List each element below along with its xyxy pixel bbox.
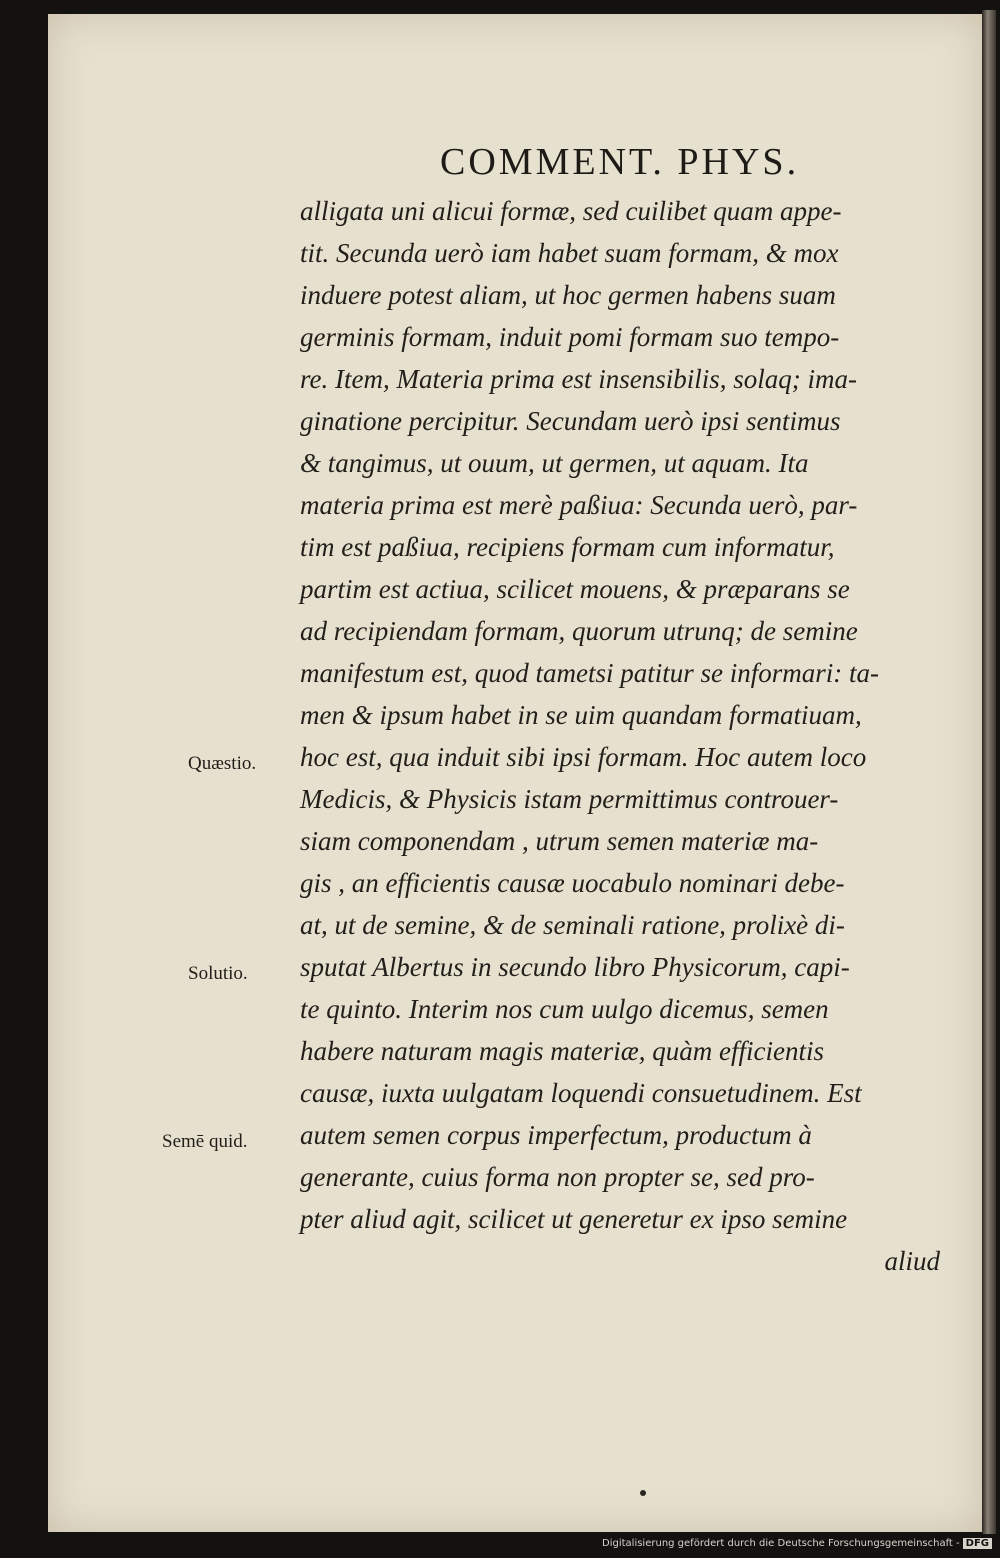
running-head: COMMENT. PHYS.	[440, 141, 800, 183]
text-line: siam componendam , utrum semen materiæ ma-	[300, 826, 819, 856]
text-line: & tangimus, ut ouum, ut germen, ut aquam. Ita	[300, 448, 809, 478]
digitization-credit	[602, 1538, 992, 1549]
text-line: induere potest aliam, ut hoc germen habens suam	[300, 280, 836, 310]
main-text	[300, 190, 960, 1282]
text-line: pter aliud agit, scilicet ut generetur ex ipso semine	[300, 1204, 848, 1234]
text-line: ginatione percipitur. Secundam uerò ipsi sentimus	[300, 406, 841, 436]
text-line: tim est paßiua, recipiens formam cum informatur,	[300, 532, 835, 562]
credit-text: Digitalisierung gefördert durch die Deutsche Forschungsgemeinschaft -	[602, 1538, 960, 1549]
ink-dot	[640, 1490, 646, 1496]
margin-note-semen-quid: Semē quid.	[162, 1131, 248, 1152]
text-line: ad recipiendam formam, quorum utrunq; de semine	[300, 616, 858, 646]
text-line: te quinto. Interim nos cum uulgo dicemus, semen	[300, 994, 829, 1024]
text-line: causæ, iuxta uulgatam loquendi consuetudinem. Est	[300, 1078, 862, 1108]
text-line: at, ut de semine, & de seminali ratione, prolixè di-	[300, 910, 845, 940]
text-line: sputat Albertus in secundo libro Physicorum, capi-	[300, 952, 850, 982]
text-line: habere naturam magis materiæ, quàm efficientis	[300, 1036, 824, 1066]
text-line: tit. Secunda uerò iam habet suam formam, & mox	[300, 238, 839, 268]
text-line: manifestum est, quod tametsi patitur se informari: ta-	[300, 658, 879, 688]
text-line: germinis formam, induit pomi formam suo tempo-	[300, 322, 840, 352]
text-line: autem semen corpus imperfectum, productum à	[300, 1120, 812, 1150]
text-line: re. Item, Materia prima est insensibilis, solaq; ima-	[300, 364, 857, 394]
text-line: men & ipsum habet in se uim quandam formatiuam,	[300, 700, 862, 730]
text-line: Medicis, & Physicis istam permittimus controuer-	[300, 784, 839, 814]
text-line: generante, cuius forma non propter se, sed pro-	[300, 1162, 815, 1192]
page-edge	[982, 10, 996, 1534]
margin-note-quaestio: Quæstio.	[188, 753, 257, 774]
text-line: gis , an efficientis causæ uocabulo nominari debe-	[300, 868, 845, 898]
margin-note-solutio: Solutio.	[188, 963, 248, 984]
text-line: partim est actiua, scilicet mouens, & præparans se	[300, 574, 850, 604]
dfg-logo: DFG	[963, 1538, 992, 1549]
text-line: hoc est, qua induit sibi ipsi formam. Hoc autem loco	[300, 742, 867, 772]
text-line: alligata uni alicui formæ, sed cuilibet quam appe-	[300, 196, 842, 226]
text-line: materia prima est merè paßiua: Secunda uerò, par-	[300, 490, 858, 520]
catchword: aliud	[884, 1246, 940, 1276]
